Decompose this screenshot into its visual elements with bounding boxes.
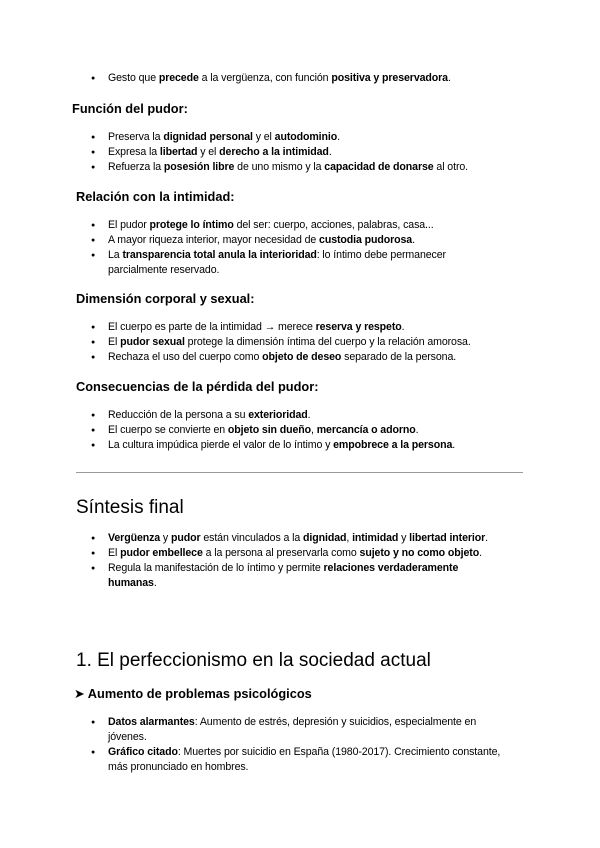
list-item <box>108 715 508 745</box>
bold-text: Vergüenza <box>108 532 161 544</box>
text-segment: El cuerpo es parte de la intimidad → merece <box>108 321 316 333</box>
text-segment: . <box>328 146 332 158</box>
bold-text: empobrece a la persona <box>333 439 453 451</box>
bold-text: protege lo íntimo <box>149 219 234 231</box>
section-title-perfeccionismo: 1. El perfeccionismo en la sociedad actual <box>76 650 431 671</box>
bold-text: libertad interior <box>409 532 486 544</box>
text-segment: : Muertes por suicidio en España (1980-2017). Crecimiento constante, más pronunciado en hombres. <box>108 746 501 773</box>
text-segment: : lo íntimo debe permanecer parcialmente reservado. <box>108 249 446 276</box>
bold-text: exterioridad <box>248 409 308 421</box>
text-segment: A mayor riqueza interior, mayor necesidad de <box>108 234 320 246</box>
text-segment: y el <box>252 131 275 143</box>
bold-text: mercancía o adorno <box>316 424 416 436</box>
section-heading-funcion: Función del pudor: <box>72 101 188 116</box>
list-item <box>108 438 508 453</box>
list-item <box>108 531 508 546</box>
list-item <box>108 561 488 591</box>
bold-text: reserva y respeto <box>315 321 402 333</box>
bold-text: Gráfico citado <box>108 746 178 758</box>
text-segment: Gesto que <box>108 72 159 84</box>
list-item <box>108 320 508 335</box>
bold-text: relaciones verdaderamente humanas <box>108 562 459 589</box>
text-segment: Regula la manifestación de lo íntimo y permite <box>108 562 324 574</box>
list-item <box>108 335 508 350</box>
text-segment: La <box>108 249 123 261</box>
bold-text: positiva y preservadora <box>331 72 448 84</box>
list-item <box>108 350 508 365</box>
text-segment: y el <box>197 146 220 158</box>
text-segment: . <box>337 131 340 143</box>
text-segment: , <box>346 532 353 544</box>
text-segment: están vinculados a la <box>200 532 304 544</box>
bold-text: objeto sin dueño <box>227 424 312 436</box>
bold-text: objeto de deseo <box>262 351 342 363</box>
list-item <box>108 233 508 248</box>
text-segment: . <box>412 234 415 246</box>
bold-text: pudor embellece <box>120 547 203 559</box>
text-segment: . <box>452 439 456 451</box>
bold-text: derecho a la intimidad <box>219 146 329 158</box>
list-item <box>108 130 508 145</box>
text-segment: El <box>108 547 121 559</box>
bold-text: posesión libre <box>163 161 235 173</box>
horizontal-divider <box>76 472 523 473</box>
text-segment: Refuerza la <box>108 161 164 173</box>
text-segment: El pudor <box>108 219 150 231</box>
text-segment: . <box>401 321 405 333</box>
text-segment: protege la dimensión íntima del cuerpo y la relación amorosa. <box>184 336 471 348</box>
text-segment: . <box>415 424 419 436</box>
text-segment: y <box>160 532 171 544</box>
section-heading-consecuencias: Consecuencias de la pérdida del pudor: <box>76 379 319 394</box>
text-segment: a la vergüenza, con función <box>198 72 332 84</box>
text-segment: Rechaza el uso del cuerpo como <box>108 351 263 363</box>
text-segment: , <box>311 424 317 436</box>
bold-text: intimidad <box>352 532 399 544</box>
section-title-sintesis: Síntesis final <box>76 497 184 518</box>
bold-text: capacidad de donarse <box>324 161 434 173</box>
text-segment: a la persona al preservarla como <box>202 547 360 559</box>
text-segment: del ser: cuerpo, acciones, palabras, casa... <box>233 219 434 231</box>
bold-text: pudor sexual <box>120 336 185 348</box>
list-item <box>108 248 478 278</box>
text-segment: al otro. <box>433 161 469 173</box>
text-segment: La cultura impúdica pierde el valor de lo íntimo y <box>108 439 334 451</box>
text-segment: Reducción de la persona a su <box>108 409 249 421</box>
text-segment: . <box>153 577 157 589</box>
bold-text: dignidad <box>303 532 347 544</box>
subheading-problemas: ➤ Aumento de problemas psicológicos <box>74 686 312 701</box>
bold-text: precede <box>158 72 199 84</box>
bold-text: pudor <box>170 532 201 544</box>
text-segment: de uno mismo y la <box>234 161 325 173</box>
list-item <box>108 546 508 561</box>
list-item <box>108 160 508 175</box>
list-item <box>108 145 508 160</box>
text-segment: . <box>447 72 451 84</box>
text-segment: y <box>398 532 410 544</box>
section-heading-corporal: Dimensión corporal y sexual: <box>76 291 255 306</box>
text-segment: separado de la persona. <box>341 351 457 363</box>
bold-text: autodominio <box>274 131 338 143</box>
list-item <box>108 745 508 775</box>
bold-text: custodia pudorosa <box>319 234 413 246</box>
text-segment: . <box>307 409 311 421</box>
text-segment: Expresa la <box>108 146 160 158</box>
list-item <box>108 423 508 438</box>
text-segment: . <box>485 532 488 544</box>
section-heading-intimidad: Relación con la intimidad: <box>76 189 235 204</box>
bold-text: dignidad personal <box>163 131 253 143</box>
list-item <box>108 71 508 86</box>
bold-text: Datos alarmantes <box>108 716 195 728</box>
text-segment: El <box>108 336 121 348</box>
text-segment: . <box>479 547 482 559</box>
list-item <box>108 218 508 233</box>
bold-text: libertad <box>159 146 198 158</box>
list-item <box>108 408 508 423</box>
text-segment: Preserva la <box>108 131 164 143</box>
text-segment: El cuerpo se convierte en <box>108 424 228 436</box>
bold-text: sujeto y no como objeto <box>359 547 480 559</box>
text-segment: : Aumento de estrés, depresión y suicidios, especialmente en jóvenes. <box>108 716 477 743</box>
bold-text: transparencia total anula la interioridad <box>122 249 317 261</box>
